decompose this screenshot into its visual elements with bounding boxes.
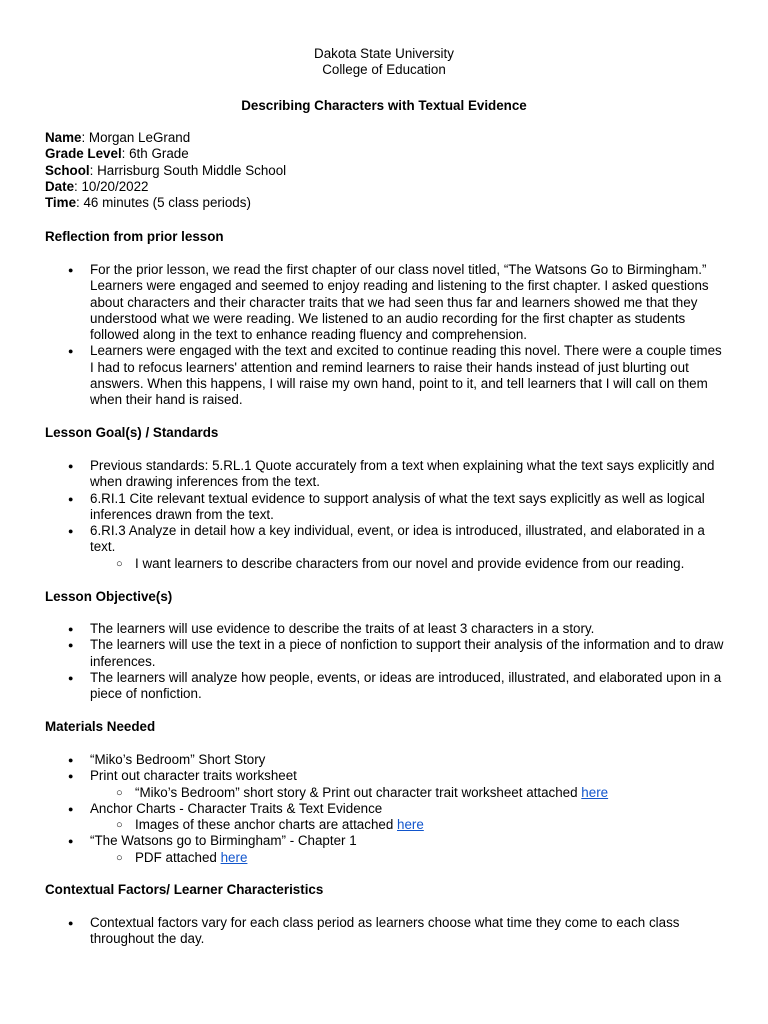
sub-list-item [135,850,726,866]
list-item: ● The learners will use evidence to describe the traits of at least 3 characters in a story. [90,621,726,637]
university-name: Dakota State University [314,46,454,61]
anchor-charts-link[interactable]: here [397,817,424,833]
list-item: ● Previous standards: 5.RL.1 Quote accurately from a text when explaining what the text says explicitly and when drawing inferences from the text. [90,458,726,491]
list-item: ● “The Watsons go to Birmingham” - Chapter 1 [90,833,726,849]
list-item: ● The learners will use the text in a piece of nonfiction to support their analysis of the information and to draw inferences. [90,637,726,670]
goals-heading: Lesson Goal(s) / Standards [45,425,219,440]
reflection-heading: Reflection from prior lesson [45,229,224,244]
sub-list-item: ○ I want learners to describe characters from our novel and provide evidence from our reading. [135,556,726,572]
contextual-heading: Contextual Factors/ Learner Characteristics [45,882,324,897]
goals-list [90,458,726,572]
list-item: ● Contextual factors vary for each class period as learners choose what time they come to each class throughout the day. [90,915,726,948]
lesson-info [45,130,286,211]
info-time-row [45,195,286,211]
school-value: : Harrisburg South Middle School [89,162,287,178]
document-header [0,46,768,78]
list-item: ● The learners will analyze how people, events, or ideas are introduced, illustrated, and elaborated upon in a piece of nonfiction. [90,670,726,703]
info-school-row [45,163,286,179]
sub-list-item [135,785,726,801]
grade-value: : 6th Grade [121,146,189,162]
list-item: ● For the prior lesson, we read the first chapter of our class novel titled, “The Watsons Go to Birmingham.” Learners were engaged and seemed to enjoy reading and listening to the first chapter. I asked questions about characters and their character traits that we had seen thus far and learners showed me that they understood what we were reading. We listened to an audio recording for the first chapter as students followed along in the text to enhance reading fluency and comprehension. [90,262,726,343]
pdf-link[interactable]: here [220,849,248,865]
list-item: ● Anchor Charts - Character Traits & Text Evidence [90,801,726,817]
sub-list-item [135,817,726,833]
college-name: College of Education [322,62,446,77]
list-item: ● Learners were engaged with the text and excited to continue reading this novel. There were a couple times I had to refocus learners' attention and remind learners to raise their hands instead of just blurting out answers. When this happens, I will raise my own hand, point to it, and tell learners that I will call on them when their hand is raised. [90,343,726,408]
info-name-row [45,130,286,146]
sub-item-text: PDF attached [135,849,221,865]
date-label: Date [45,178,75,194]
list-item: ● 6.RI.1 Cite relevant textual evidence to support analysis of what the text says explicitly as well as logical inferences drawn from the text. [90,491,726,524]
list-item: ● Print out character traits worksheet [90,768,726,784]
reflection-list [90,262,726,409]
worksheet-link[interactable]: here [581,784,609,800]
contextual-list [90,915,726,948]
sub-item-text: Images of these anchor charts are attached [135,817,398,833]
school-label: School [45,162,90,178]
objectives-heading: Lesson Objective(s) [45,589,173,604]
time-value: : 46 minutes (5 class periods) [76,195,251,211]
lesson-title: Describing Characters with Textual Evidence [241,98,527,113]
list-item: ● 6.RI.3 Analyze in detail how a key individual, event, or idea is introduced, illustrated, and elaborated in a text. [90,523,726,556]
grade-label: Grade Level [45,146,122,162]
name-label: Name [45,130,82,145]
info-grade-row [45,146,286,162]
date-value: : 10/20/2022 [74,178,149,194]
list-item: ● “Miko’s Bedroom” Short Story [90,752,726,768]
materials-list [90,752,726,866]
time-label: Time [45,195,77,211]
materials-heading: Materials Needed [45,719,156,734]
name-value: : Morgan LeGrand [81,130,191,145]
objectives-list [90,621,726,702]
info-date-row [45,179,286,195]
sub-item-text: “Miko’s Bedroom” short story & Print out character trait worksheet attached [135,784,582,800]
